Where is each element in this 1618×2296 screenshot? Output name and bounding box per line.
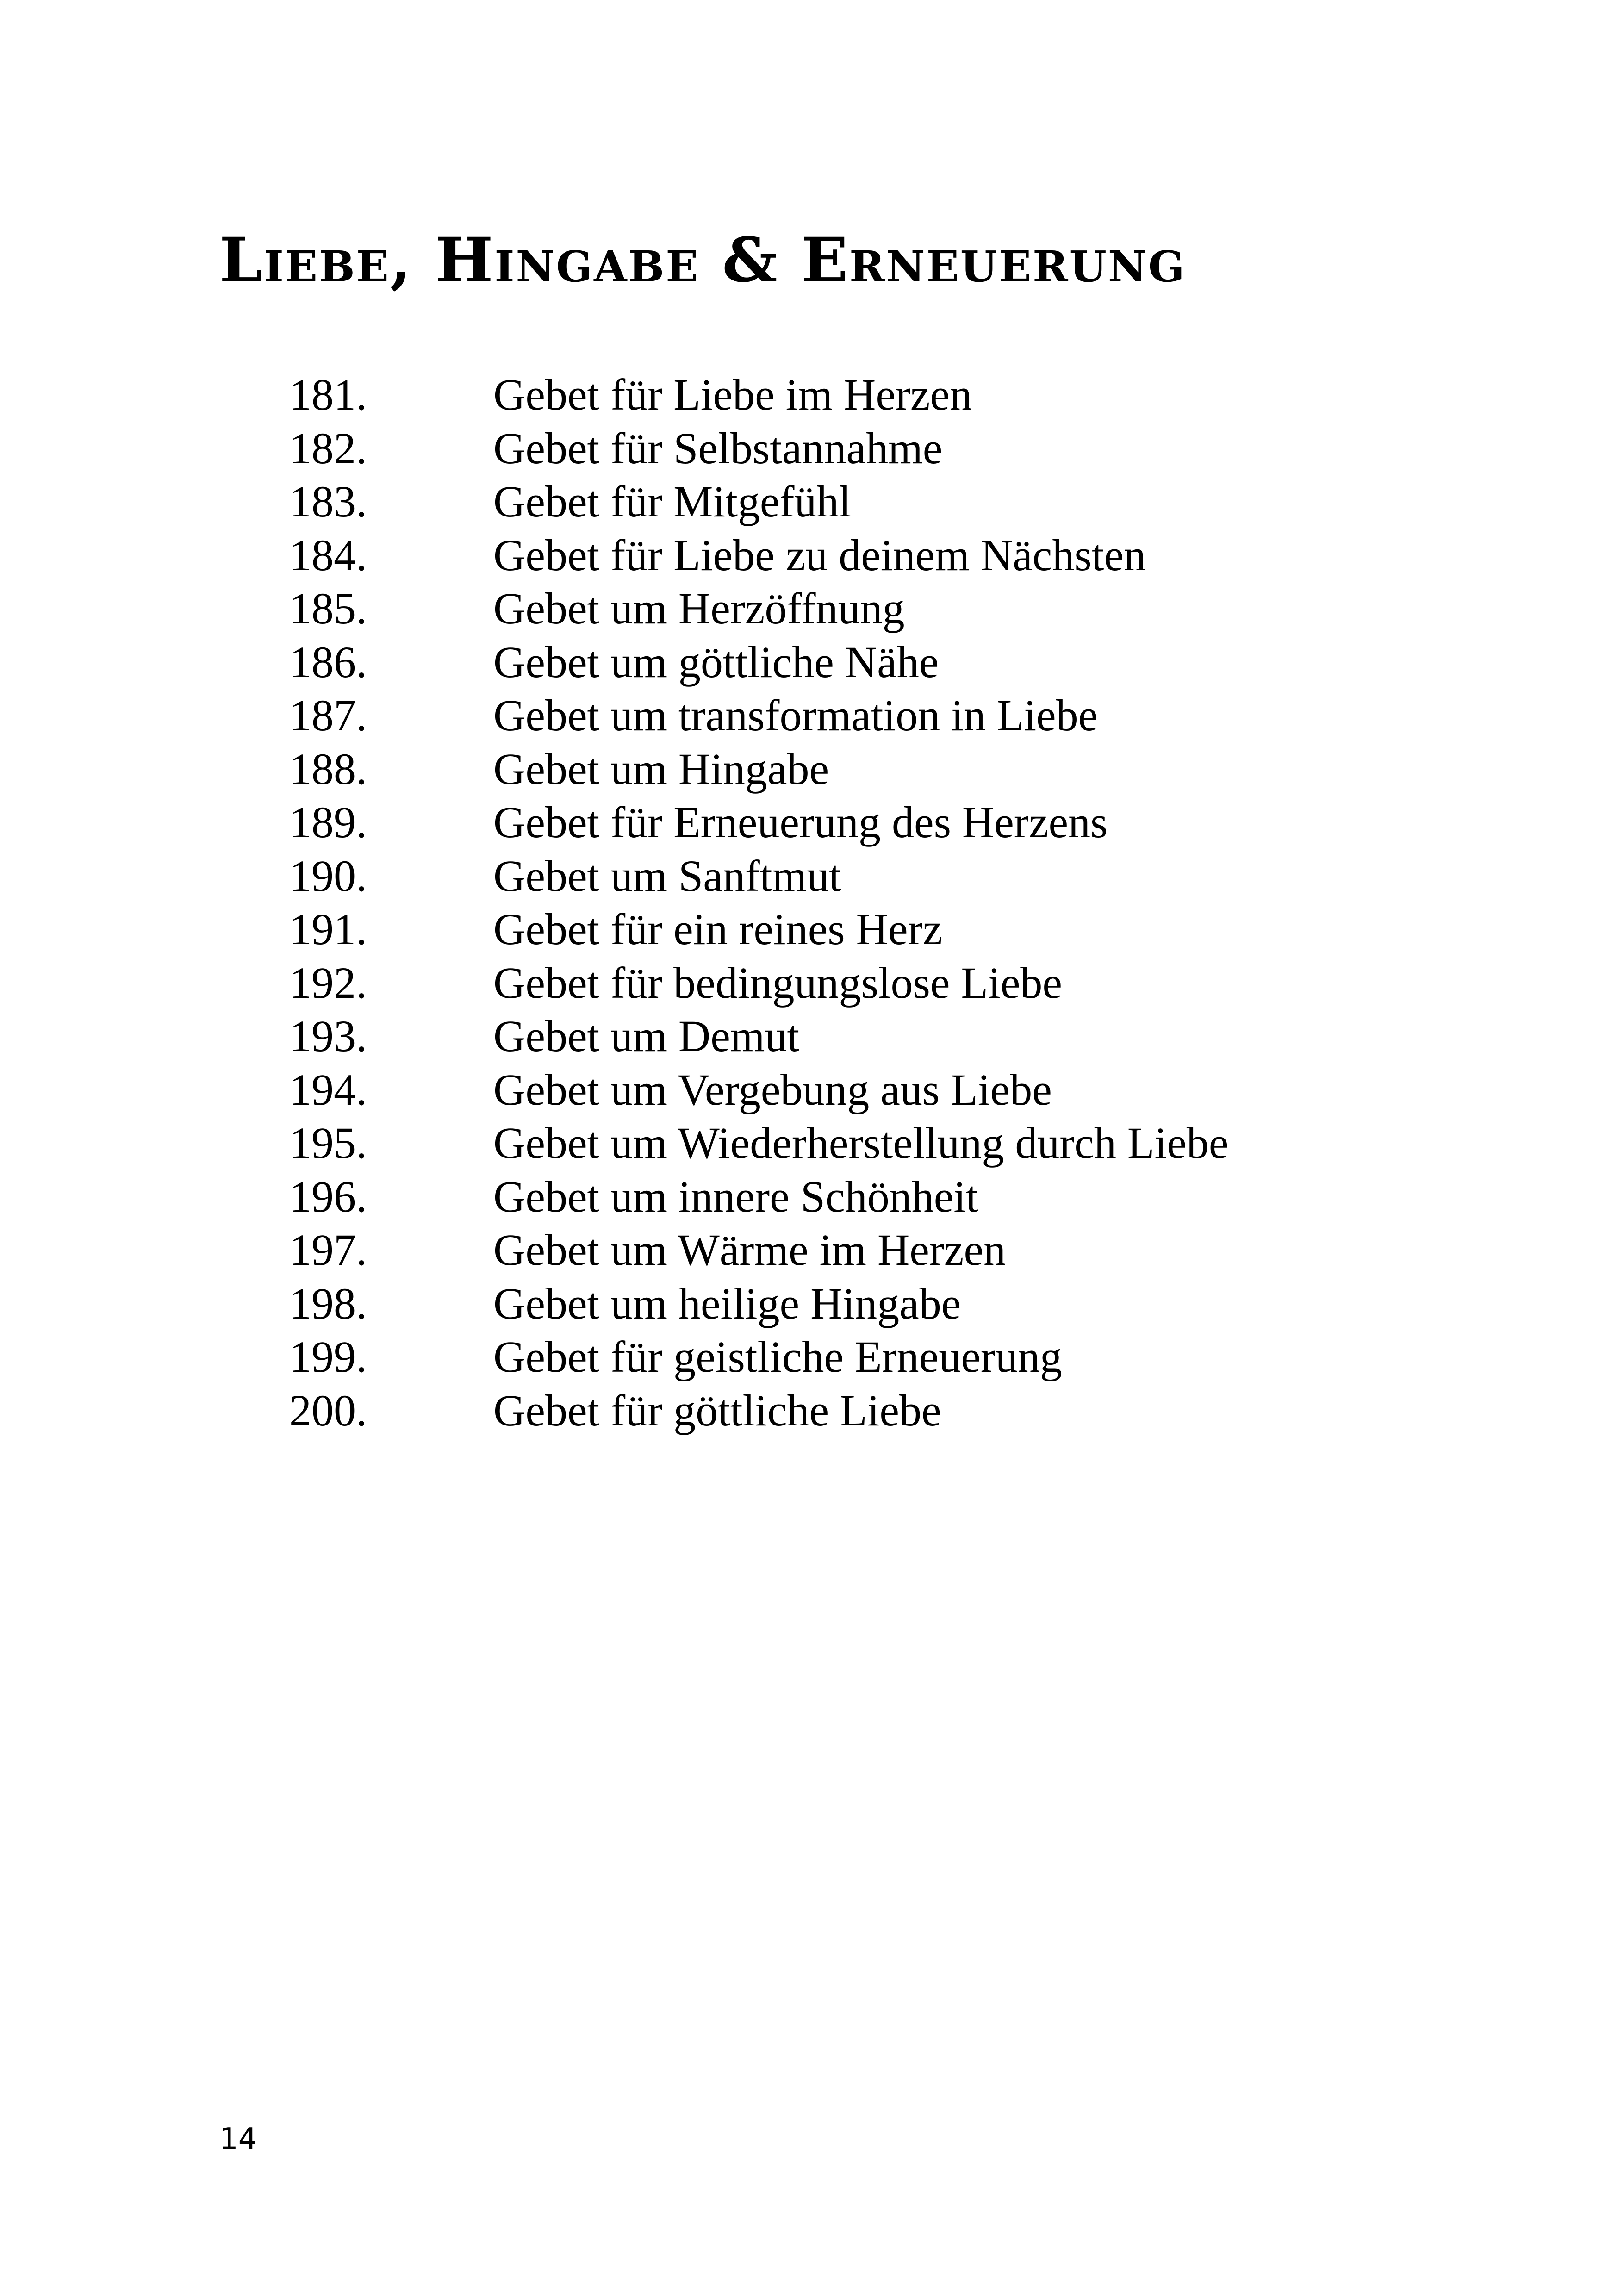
entry-title: Gebet für Liebe zu deinem Nächsten (493, 530, 1146, 580)
entry-title: Gebet um innere Schönheit (493, 1171, 978, 1221)
entry-number: 195. (289, 1118, 367, 1168)
entry-title: Gebet um heilige Hingabe (493, 1278, 961, 1328)
entry-number: 193. (289, 1011, 367, 1061)
entry-title: Gebet für Selbstannahme (493, 423, 943, 473)
entry-title: Gebet für bedingungslose Liebe (493, 958, 1062, 1008)
entry-number: 199. (289, 1332, 367, 1381)
entry-number: 185. (289, 584, 367, 633)
chapter-title: Liebe, Hingabe & Erneuerung (219, 224, 1186, 296)
entry-title: Gebet um transformation in Liebe (493, 691, 1098, 740)
entry-title: Gebet um Wärme im Herzen (493, 1225, 1006, 1275)
entry-title: Gebet für Mitgefühl (493, 477, 852, 526)
entry-number: 182. (289, 423, 367, 473)
entry-title: Gebet um Vergebung aus Liebe (493, 1064, 1052, 1114)
entry-number: 197. (289, 1225, 367, 1275)
page-number: 14 (219, 2122, 257, 2156)
entry-number: 183. (289, 477, 367, 526)
entry-title: Gebet für geistliche Erneuerung (493, 1332, 1062, 1381)
entry-number: 194. (289, 1064, 367, 1114)
entry-number: 181. (289, 370, 367, 419)
entry-number: 187. (289, 691, 367, 740)
entry-title: Gebet um Hingabe (493, 744, 829, 794)
entry-number: 192. (289, 958, 367, 1008)
entry-title: Gebet um Sanftmut (493, 851, 841, 901)
entry-number: 198. (289, 1278, 367, 1328)
entry-title: Gebet für Liebe im Herzen (493, 370, 972, 419)
entry-number: 200. (289, 1385, 367, 1435)
entry-number: 189. (289, 797, 367, 847)
entry-number: 191. (289, 904, 367, 954)
entry-title: Gebet um Herzöffnung (493, 584, 905, 633)
entry-title: Gebet um Demut (493, 1011, 800, 1061)
entry-number: 188. (289, 744, 367, 794)
entry-number: 186. (289, 637, 367, 687)
entry-number: 190. (289, 851, 367, 901)
entry-title: Gebet für ein reines Herz (493, 904, 943, 954)
entry-number: 184. (289, 530, 367, 580)
entry-title: Gebet für göttliche Liebe (493, 1385, 941, 1435)
entry-title: Gebet für Erneuerung des Herzens (493, 797, 1108, 847)
entry-title: Gebet um Wiederherstellung durch Liebe (493, 1118, 1229, 1168)
entry-title: Gebet um göttliche Nähe (493, 637, 939, 687)
entry-number: 196. (289, 1171, 367, 1221)
